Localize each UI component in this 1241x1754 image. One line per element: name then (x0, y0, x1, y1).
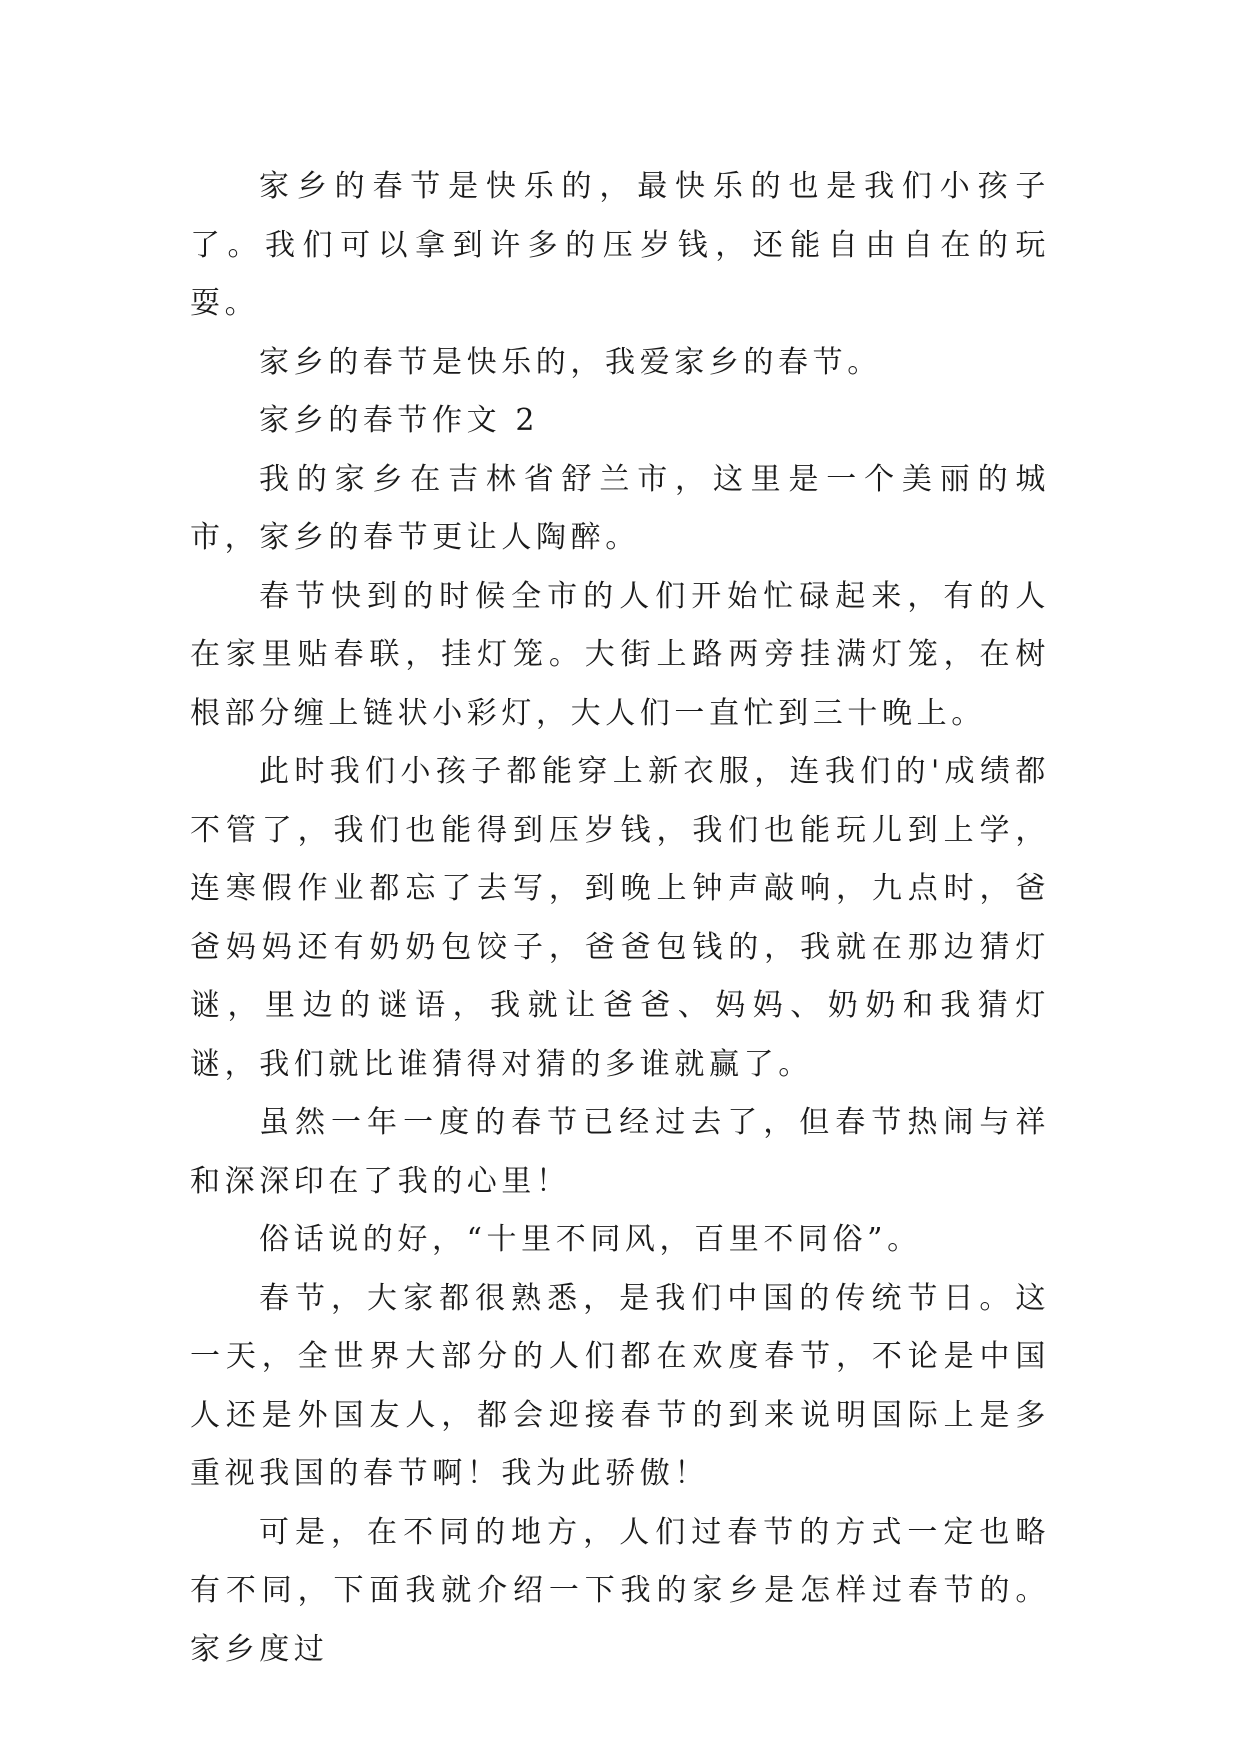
paragraph-9: 可是，在不同的地方，人们过春节的方式一定也略有不同，下面我就介绍一下我的家乡是怎样过春节的。家乡度过 (190, 1514, 1050, 1667)
paragraph-6: 虽然一年一度的春节已经过去了，但春节热闹与祥和深深印在了我的心里！ (190, 1105, 1050, 1199)
paragraph-7: 俗话说的好，“十里不同风，百里不同俗”。 (259, 1222, 922, 1257)
document-body (190, 158, 1050, 1679)
paragraph-2: 家乡的春节是快乐的，我爱家乡的春节。 (259, 344, 882, 380)
paragraph-4: 春节快到的时候全市的人们开始忙碌起来，有的人在家里贴春联，挂灯笼。大街上路两旁挂满灯笼，在树根部分缠上链状小彩灯，大人们一直忙到三十晚上。 (190, 578, 1050, 731)
essay-heading: 家乡的春节作文 2 (259, 403, 540, 438)
paragraph-8: 春节，大家都很熟悉，是我们中国的传统节日。这一天，全世界大部分的人们都在欢度春节，不论是中国人还是外国友人，都会迎接春节的到来说明国际上是多重视我国的春节啊！我为此骄傲！ (190, 1280, 1050, 1491)
paragraph-1: 家乡的春节是快乐的，最快乐的也是我们小孩子了。我们可以拿到许多的压岁钱，还能自由自在的玩耍。 (190, 169, 1050, 321)
paragraph-3: 我的家乡在吉林省舒兰市，这里是一个美丽的城市，家乡的春节更让人陶醉。 (190, 461, 1050, 555)
paragraph-5: 此时我们小孩子都能穿上新衣服，连我们的'成绩都不管了，我们也能得到压岁钱，我们也能玩儿到上学，连寒假作业都忘了去写，到晚上钟声敲响，九点时，爸爸妈妈还有奶奶包饺子，爸爸包钱的，我就在那边猜灯谜，里边的谜语，我就让爸爸、妈妈、奶奶和我猜灯谜，我们就比谁猜得对猜的多谁就赢了。 (190, 754, 1050, 1082)
